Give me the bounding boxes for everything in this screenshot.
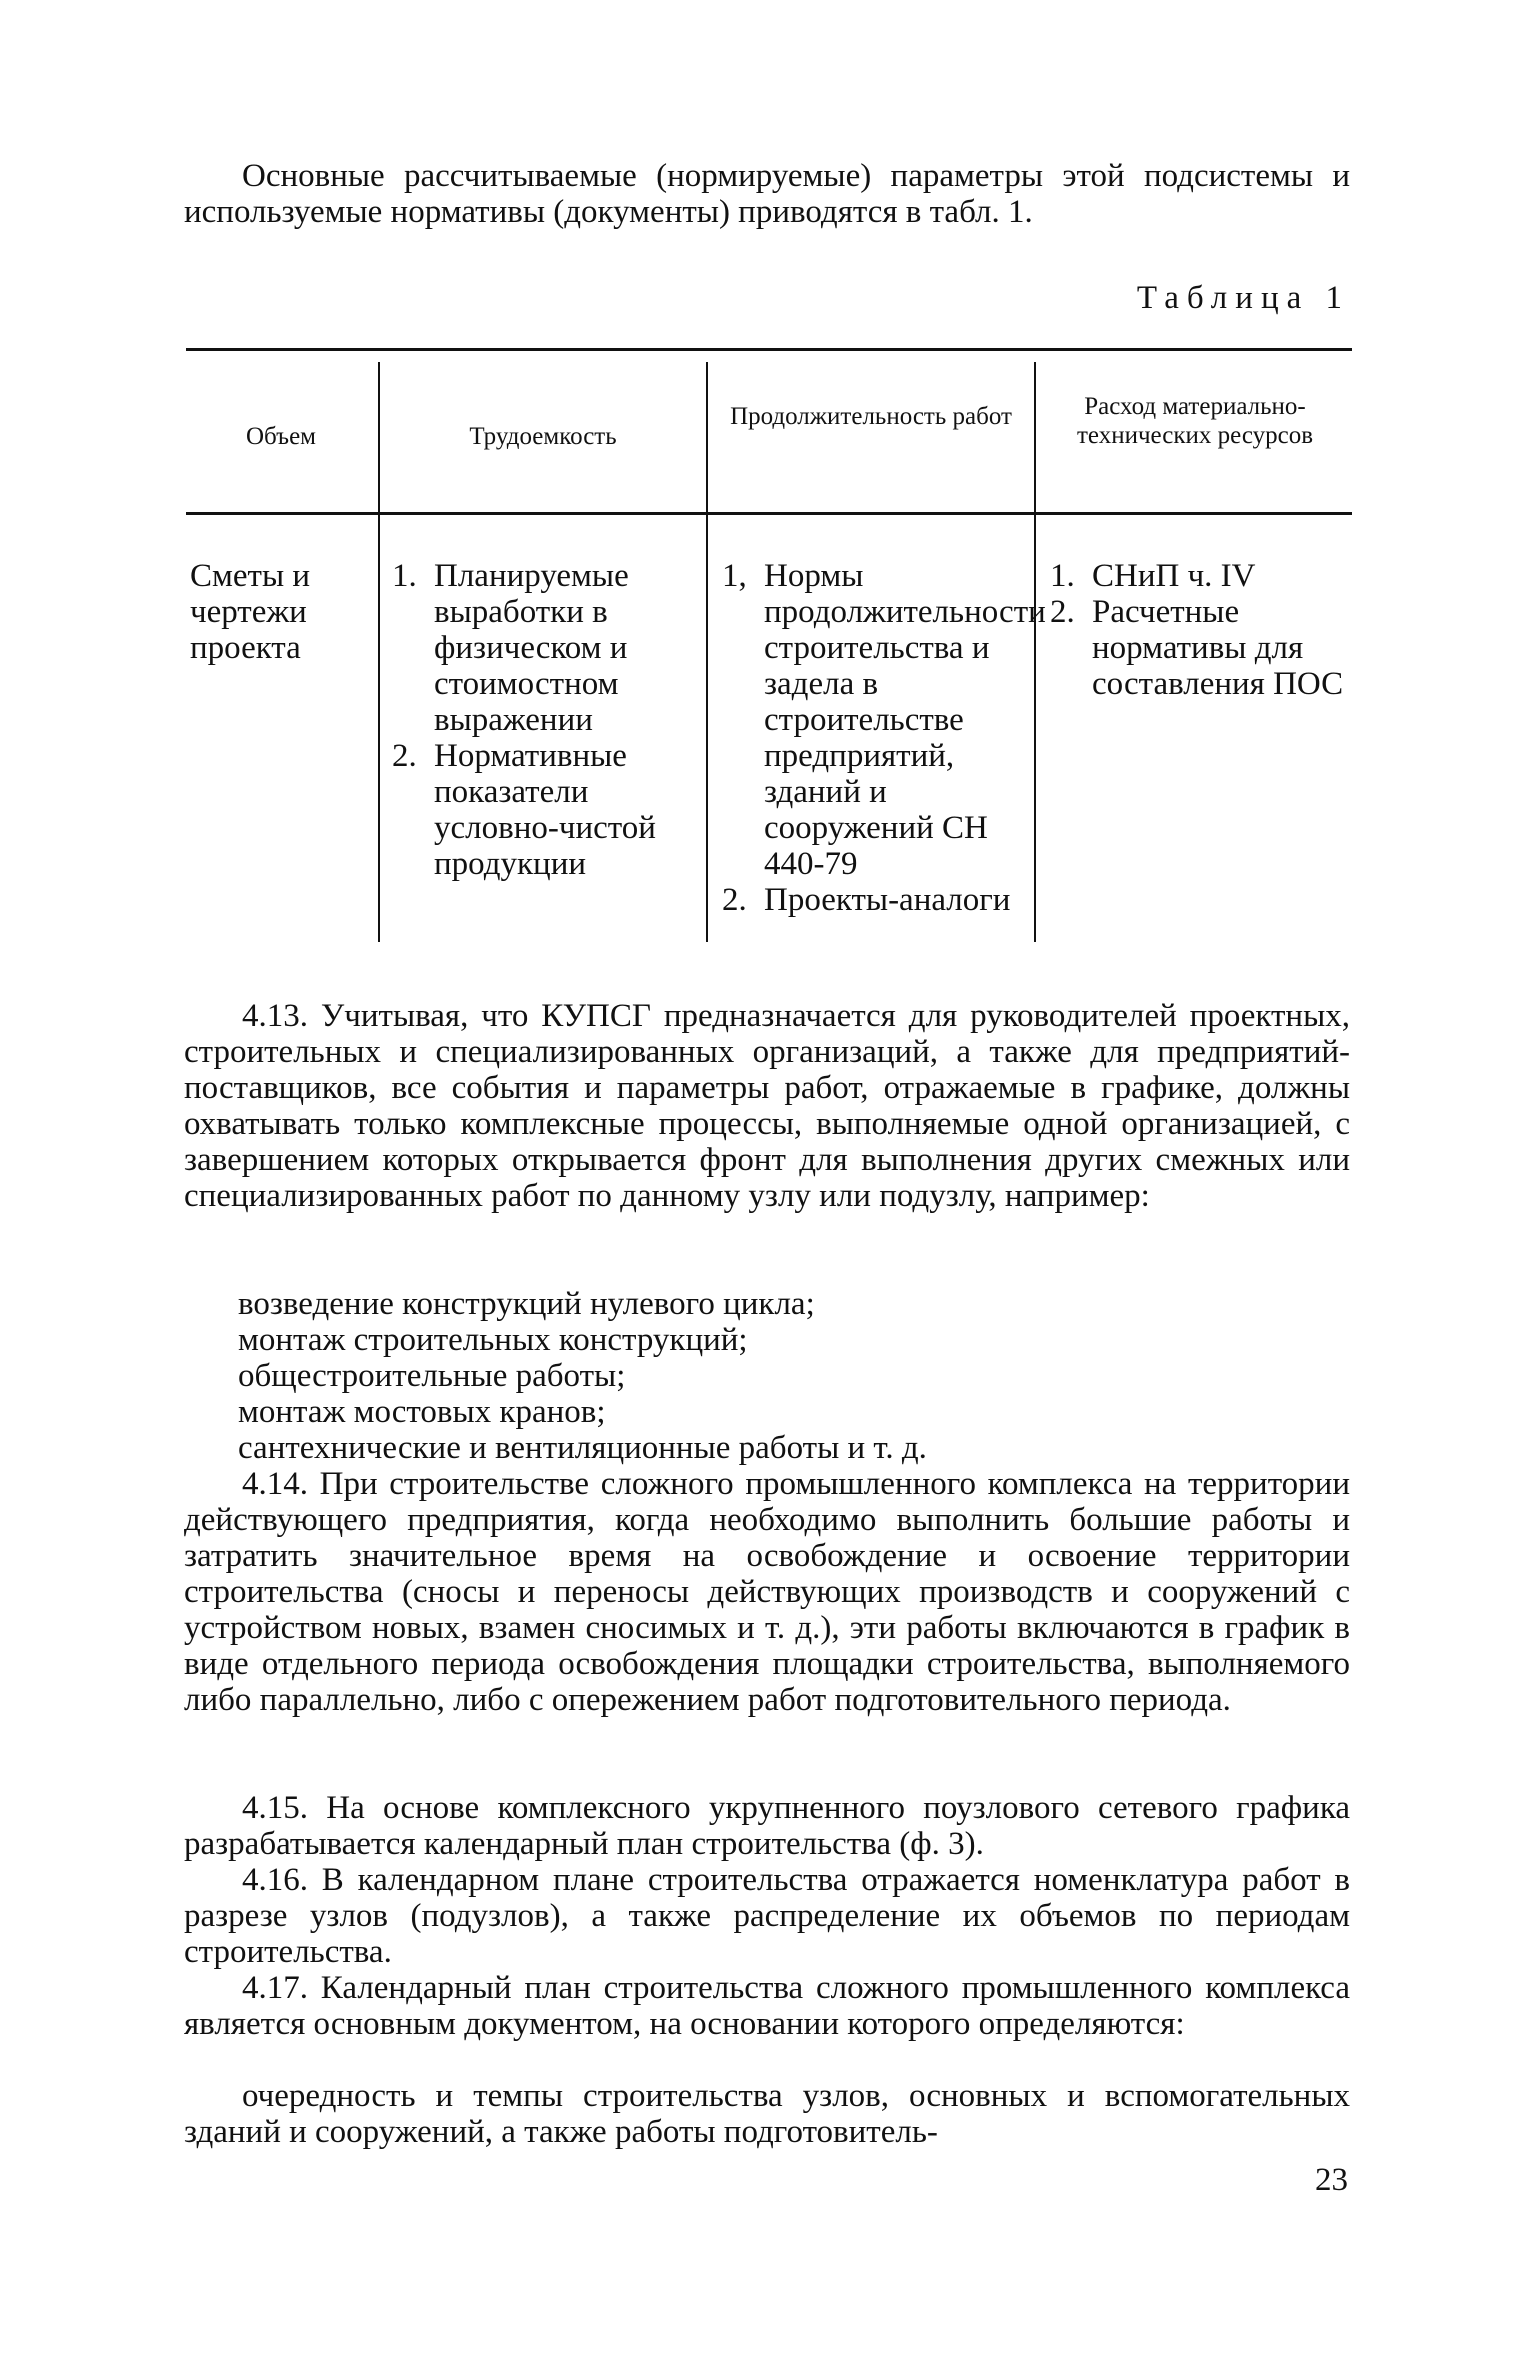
cell-labor [392,558,674,882]
cell-duration [722,558,1046,918]
paragraph-4-15: 4.15. На основе комплексного укрупненного поузлового сетевого графика разрабатывается календарный план строительства (ф. 3). [184,1790,1350,1862]
duration-item-1: 1, Нормы продолжительности строительства и задела в строительстве предприятий, зданий и сооружений СН 440-79 [722,558,1046,882]
list-item: общестроительные работы; [238,1358,626,1394]
resources-item-1: 1. СНиП ч. IV [1050,558,1256,594]
header-volume: Объем [246,423,316,450]
page-number: 23 [1315,2162,1348,2198]
cell-resources [1050,558,1350,702]
header-resources: Расход материально-технических ресурсов [1077,393,1313,449]
table-col-divider-1 [378,362,380,942]
table-caption: Таблица 1 [1136,280,1350,316]
duration-item-2: 2. Проекты-аналоги [722,882,1011,918]
table-top-rule [186,348,1352,351]
paragraph-4-17-continuation: очередность и темпы строительства узлов, основных и вспомогательных зданий и сооружений, а также работы подготовитель- [184,2078,1350,2150]
paragraph-4-16: 4.16. В календарном плане строительства отражается номенклатура работ в разрезе узлов (подузлов), а также распределение их объемов по периодам строительства. [184,1862,1350,1970]
table-col-divider-2 [706,362,708,942]
header-labor: Трудоемкость [469,423,617,450]
cell-volume: Сметы и чертежи проекта [190,558,311,666]
resources-item-2: 2. Расчетные нормативы для составления ПОС [1050,594,1344,702]
intro-paragraph: Основные рассчитываемые (нормируемые) параметры этой подсистемы и используемые нормативы (документы) приводятся в табл. 1. [184,158,1350,230]
labor-item-2: 2. Нормативные показатели условно-чистой продукции [392,738,656,882]
paragraph-4-13: 4.13. Учитывая, что КУПСГ предназначается для руководителей проектных, строительных и специализированных организаций, а также для предприятий-поставщиков, все события и параметры работ, отражаемые в графике, должны охватывать только комплексные процессы, выполняемые одной организацией, с завершением которых открывается фронт для выполнения других смежных или специализированных работ по данному узлу или подузлу, например: [184,998,1350,1214]
paragraph-4-14: 4.14. При строительстве сложного промышленного комплекса на территории действующего предприятия, когда необходимо выполнить большие работы и затратить значительное время на освобождение и освоение территории строительства (сносы и переносы действующих производств и сооружений с устройством новых, взамен сносимых и т. д.), эти работы включаются в график в виде отдельного периода освобождения площадки строительства, выполняемого либо параллельно, либо с опережением работ подготовительного периода. [184,1466,1350,1718]
paragraph-4-17: 4.17. Календарный план строительства сложного промышленного комплекса является основным документом, на основании которого определяются: [184,1970,1350,2042]
list-item: монтаж строительных конструкций; [238,1322,748,1358]
labor-item-1: 1. Планируемые выработки в физическом и стоимостном выражении [392,558,629,738]
list-item: монтаж мостовых кранов; [238,1394,606,1430]
table-header-rule [186,512,1352,515]
list-item: возведение конструкций нулевого цикла; [238,1286,815,1322]
works-list [238,1286,1348,1466]
table-col-divider-3 [1034,362,1036,942]
header-duration: Продолжительность работ [730,403,1012,430]
list-item: сантехнические и вентиляционные работы и т. д. [238,1430,927,1466]
